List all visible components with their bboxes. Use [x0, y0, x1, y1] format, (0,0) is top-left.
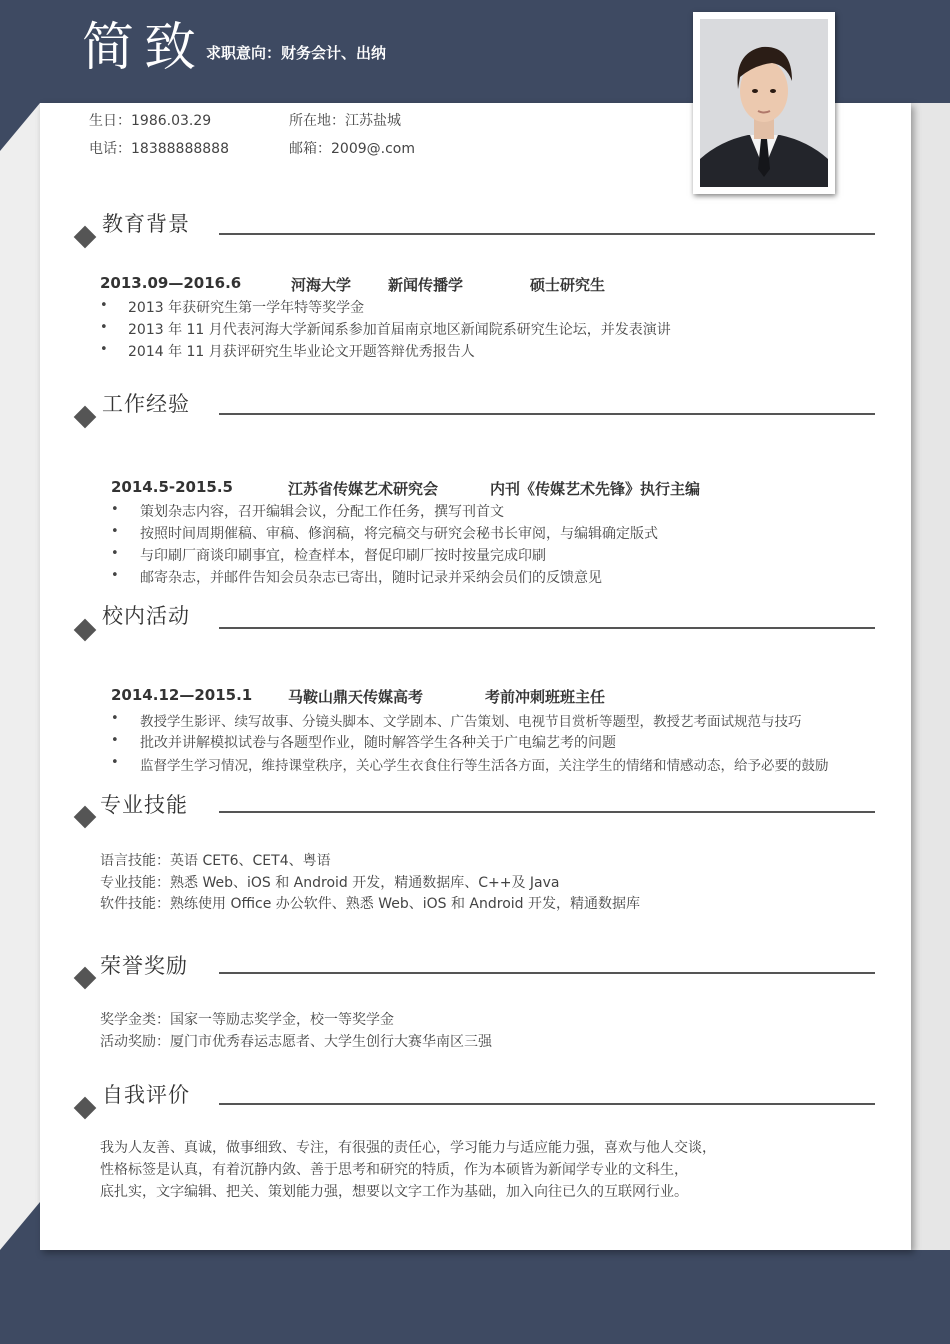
- self-eval-line: 底扎实，文字编辑、把关、策划能力强，想要以文字工作为基础，加入向往已久的互联网行业。: [100, 1184, 688, 1200]
- list-item: 2013 年 11 月代表河海大学新闻系参加首届南京地区新闻院系研究生论坛，并发表演讲: [128, 322, 671, 338]
- list-item: 2013 年获研究生第一学年特等奖学金: [128, 300, 365, 316]
- list-item: 邮寄杂志，并邮件告知会员杂志已寄出，随时记录并采纳会员们的反馈意见: [140, 570, 602, 586]
- info-email: 邮箱：2009@.com: [289, 141, 415, 157]
- bullet-icon: •: [111, 711, 119, 726]
- section-title-honors: 荣誉奖励: [100, 954, 188, 978]
- section-divider: [219, 972, 875, 974]
- footer-band: [0, 1250, 950, 1344]
- info-location: 所在地：江苏盐城: [289, 113, 401, 129]
- campus-period: 2014.12—2015.1: [111, 686, 253, 704]
- section-title-self: 自我评价: [102, 1083, 190, 1107]
- list-item: 2014 年 11 月获评研究生毕业论文开题答辩优秀报告人: [128, 344, 475, 360]
- section-title-campus: 校内活动: [102, 604, 190, 628]
- list-item: 策划杂志内容，召开编辑会议，分配工作任务，撰写刊首文: [140, 504, 504, 520]
- bullet-icon: •: [111, 568, 119, 583]
- right-margin-strip: [911, 103, 950, 1250]
- list-item: 按照时间周期催稿、审稿、修润稿，将完稿交与研究会秘书长审阅，与编辑确定版式: [140, 526, 658, 542]
- bullet-icon: •: [111, 524, 119, 539]
- corner-fold-top: [0, 103, 40, 151]
- section-title-education: 教育背景: [102, 212, 190, 236]
- bullet-icon: •: [100, 342, 108, 357]
- corner-fold-bottom: [0, 1202, 40, 1250]
- education-degree: 硕士研究生: [530, 276, 606, 294]
- skill-line: 专业技能：熟悉 Web、iOS 和 Android 开发，精通数据库、C++及 Java: [100, 875, 560, 891]
- bullet-icon: •: [111, 755, 119, 770]
- bullet-icon: •: [100, 320, 108, 335]
- section-divider: [219, 413, 875, 415]
- section-title-work: 工作经验: [102, 392, 190, 416]
- work-period: 2014.5-2015.5: [111, 478, 233, 496]
- honor-line: 奖学金类：国家一等励志奖学金，校一等奖学金: [100, 1012, 394, 1028]
- education-period: 2013.09—2016.6: [100, 274, 242, 292]
- education-school: 河海大学: [291, 276, 352, 294]
- bullet-icon: •: [100, 298, 108, 313]
- section-divider: [219, 811, 875, 813]
- portrait-illustration: [700, 19, 828, 187]
- campus-role: 考前冲刺班班主任: [485, 688, 606, 706]
- photo-frame: [693, 12, 835, 194]
- info-phone: 电话：18388888888: [89, 141, 229, 157]
- work-role: 内刊《传媒艺术先锋》执行主编: [490, 480, 701, 498]
- section-divider: [219, 233, 875, 235]
- bullet-icon: •: [111, 546, 119, 561]
- list-item: 教授学生影评、续写故事、分镜头脚本、文学剧本、广告策划、电视节目赏析等题型，教授艺考面试规范与技巧: [140, 714, 802, 730]
- self-eval-line: 我为人友善、真诚，做事细致、专注，有很强的责任心，学习能力与适应能力强，喜欢与他人交谈，: [100, 1140, 716, 1156]
- resume-name: 简致: [82, 18, 207, 78]
- list-item: 与印刷厂商谈印刷事宜，检查样本，督促印刷厂按时按量完成印刷: [140, 548, 546, 564]
- info-birth: 生日：1986.03.29: [89, 113, 212, 129]
- skill-line: 软件技能：熟练使用 Office 办公软件、熟悉 Web、iOS 和 Android 开发，精通数据库: [100, 896, 641, 912]
- list-item: 监督学生学习情况，维持课堂秩序，关心学生衣食住行等生活各方面，关注学生的情绪和情感动态，给予必要的鼓励: [140, 758, 829, 774]
- skill-line: 语言技能：英语 CET6、CET4、粤语: [100, 853, 331, 869]
- list-item: 批改并讲解模拟试卷与各题型作业，随时解答学生各种关于广电编艺考的问题: [140, 735, 616, 751]
- section-title-skills: 专业技能: [100, 793, 188, 817]
- honor-line: 活动奖励：厦门市优秀春运志愿者、大学生创行大赛华南区三强: [100, 1034, 492, 1050]
- self-eval-line: 性格标签是认真，有着沉静内敛、善于思考和研究的特质，作为本硕皆为新闻学专业的文科生，: [100, 1162, 688, 1178]
- section-divider: [219, 627, 875, 629]
- section-divider: [219, 1103, 875, 1105]
- bullet-icon: •: [111, 733, 119, 748]
- campus-org: 马鞍山鼎天传媒高考: [288, 688, 424, 706]
- portrait-photo: [700, 19, 828, 187]
- bullet-icon: •: [111, 502, 119, 517]
- job-objective: 求职意向：财务会计、出纳: [206, 44, 387, 62]
- education-major: 新闻传播学: [388, 276, 464, 294]
- work-org: 江苏省传媒艺术研究会: [288, 480, 439, 498]
